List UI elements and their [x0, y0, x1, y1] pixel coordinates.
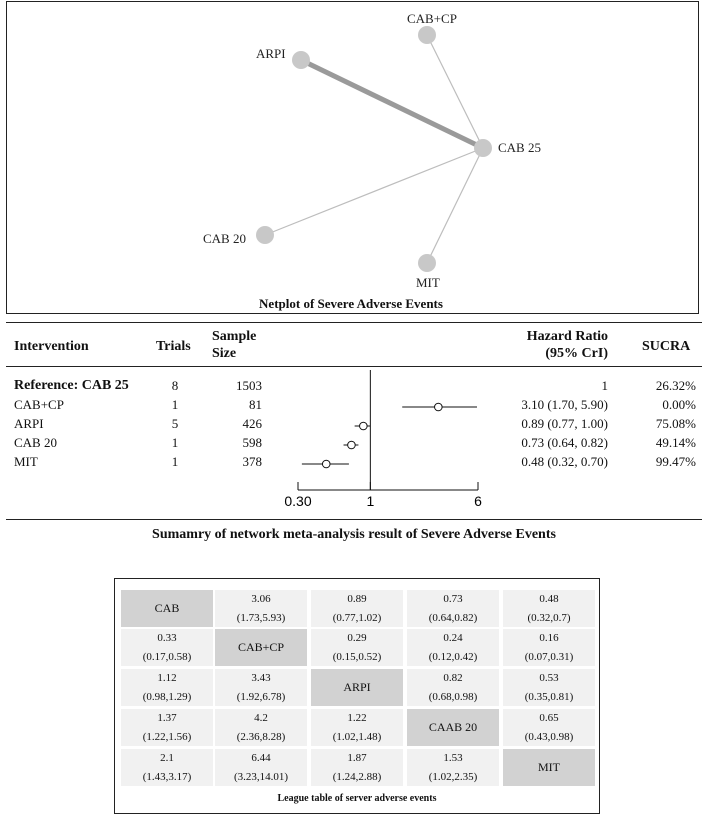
x-tick-label: 0.30: [284, 493, 312, 509]
edge-cabcp-cab25: [427, 35, 483, 148]
league-cell-interval: (1.02,2.35): [428, 771, 478, 783]
league-cell: [407, 590, 499, 627]
league-cell: [311, 749, 403, 786]
league-cell-estimate: 0.24: [443, 632, 463, 644]
league-cell: [215, 590, 307, 627]
league-cell-interval: (1.22,1.56): [142, 731, 192, 743]
row-sucra: 75.08%: [655, 416, 696, 431]
league-cell: [503, 590, 595, 627]
league-cell-interval: (1.24,2.88): [332, 771, 382, 783]
row-trials: 5: [171, 416, 179, 431]
row-trials: 1: [171, 397, 179, 412]
node-cabcp: [418, 26, 436, 44]
league-cell-estimate: 6.44: [251, 752, 271, 764]
header-ci: (95% CrI): [545, 346, 608, 361]
table-top-rule: [6, 322, 702, 323]
league-cell-interval: (0.98,1.29): [142, 691, 192, 703]
node-label-arpi: ARPI: [256, 46, 286, 61]
league-diagonal-cell: CAB+CP: [215, 629, 307, 666]
x-tick-label: 6: [474, 493, 482, 509]
row-hazard-ratio: 3.10 (1.70, 5.90): [521, 397, 608, 412]
league-cell: [407, 629, 499, 666]
league-cell-interval: (0.07,0.31): [524, 651, 574, 663]
league-cell-interval: (0.32,0.7): [527, 612, 571, 624]
league-diagonal-cell: ARPI: [311, 669, 403, 706]
header-size: Size: [212, 346, 237, 361]
row-name: MIT: [14, 454, 38, 469]
league-diagonal-cell: CAB: [121, 590, 213, 627]
row-sample-size: 81: [249, 397, 262, 412]
league-cell-estimate: 1.22: [347, 712, 367, 724]
header-sample: Sample: [212, 329, 257, 344]
node-label-cab25: CAB 25: [498, 140, 541, 155]
row-hazard-ratio: 0.89 (0.77, 1.00): [521, 416, 608, 431]
league-cell: [121, 749, 213, 786]
league-cell: [121, 629, 213, 666]
row-sucra: 26.32%: [655, 378, 696, 393]
league-cell-estimate: 0.65: [539, 712, 559, 724]
league-cell-interval: (1.43,3.17): [142, 771, 192, 783]
league-cell: [311, 709, 403, 746]
league-cell-estimate: 0.53: [539, 672, 559, 684]
row-sucra: 99.47%: [655, 454, 696, 469]
row-trials: 8: [171, 378, 179, 393]
league-cell: [215, 669, 307, 706]
node-cab25: [474, 139, 492, 157]
league-cell: [407, 749, 499, 786]
league-cell-interval: (0.43,0.98): [524, 731, 574, 743]
netplot-svg: [7, 2, 698, 313]
edge-arpi-cab25: [301, 60, 483, 148]
hr-point: [348, 441, 356, 449]
league-cell: [503, 629, 595, 666]
league-cell-estimate: 0.73: [443, 593, 463, 605]
hr-point: [360, 422, 368, 430]
league-cell-estimate: 0.48: [539, 593, 559, 605]
x-tick-label: 1: [366, 493, 375, 509]
league-caption: League table of server adverse events: [277, 793, 437, 804]
league-cell-interval: (0.12,0.42): [428, 651, 478, 663]
header-bottom-rule: [6, 366, 702, 367]
table-bottom-rule: [6, 519, 702, 520]
row-sample-size: 598: [242, 435, 262, 450]
league-cell-estimate: 0.89: [347, 593, 367, 605]
league-cell-interval: (0.15,0.52): [332, 651, 382, 663]
league-cell-interval: (2.36,8.28): [236, 731, 286, 743]
league-cell-interval: (0.68,0.98): [428, 691, 478, 703]
league-cell-interval: (0.35,0.81): [524, 691, 574, 703]
league-cell: [215, 749, 307, 786]
row-sample-size: 1503: [236, 378, 262, 393]
row-trials: 1: [171, 454, 179, 469]
league-cell-interval: (1.92,6.78): [236, 691, 286, 703]
league-cell: [311, 590, 403, 627]
league-cell: [215, 709, 307, 746]
league-cell-estimate: 1.87: [347, 752, 367, 764]
league-cell: [121, 669, 213, 706]
node-arpi: [292, 51, 310, 69]
netplot-panel: [6, 1, 699, 314]
league-cell-interval: (0.64,0.82): [428, 612, 478, 624]
row-hazard-ratio: 1: [601, 378, 608, 393]
header-trials: Trials: [156, 339, 191, 354]
row-sample-size: 378: [242, 454, 262, 469]
league-cell-estimate: 0.29: [347, 632, 367, 644]
league-cell-estimate: 1.53: [443, 752, 463, 764]
league-diagonal-cell: CAAB 20: [407, 709, 499, 746]
row-name: Reference: CAB 25: [14, 378, 129, 393]
header-intervention: Intervention: [14, 339, 89, 354]
edge-mit-cab25: [427, 148, 483, 263]
hr-point: [322, 460, 330, 468]
row-hazard-ratio: 0.48 (0.32, 0.70): [521, 454, 608, 469]
league-cell-interval: (0.17,0.58): [142, 651, 192, 663]
league-cell-interval: (0.77,1.02): [332, 612, 382, 624]
row-trials: 1: [171, 435, 179, 450]
forest-plot: [0, 368, 708, 518]
league-cell-estimate: 3.43: [251, 672, 271, 684]
league-cell-estimate: 1.37: [157, 712, 177, 724]
league-cell-estimate: 3.06: [251, 593, 271, 605]
league-diagonal-cell: MIT: [503, 749, 595, 786]
node-mit: [418, 254, 436, 272]
league-cell-interval: (3.23,14.01): [233, 771, 289, 783]
league-cell-estimate: 0.16: [539, 632, 559, 644]
league-table: [114, 578, 600, 814]
node-label-mit: MIT: [416, 275, 440, 290]
league-cell: [407, 669, 499, 706]
league-cell-interval: (1.73,5.93): [236, 612, 286, 624]
netplot-title: Netplot of Severe Adverse Events: [259, 296, 443, 311]
node-cab20: [256, 226, 274, 244]
row-name: CAB+CP: [14, 397, 64, 412]
header-sucra: SUCRA: [642, 339, 691, 354]
league-cell-estimate: 0.82: [443, 672, 463, 684]
league-cell-estimate: 2.1: [160, 752, 174, 764]
league-cell: [503, 709, 595, 746]
node-label-cab20: CAB 20: [203, 231, 246, 246]
league-cell: [121, 709, 213, 746]
summary-caption: Sumamry of network meta-analysis result of Severe Adverse Events: [152, 527, 556, 542]
row-sucra: 49.14%: [655, 435, 696, 450]
league-cell-estimate: 4.2: [254, 712, 268, 724]
league-cell: [503, 669, 595, 706]
row-name: CAB 20: [14, 435, 57, 450]
edge-cab20-cab25: [265, 148, 483, 235]
league-cell-interval: (1.02,1.48): [332, 731, 382, 743]
row-hazard-ratio: 0.73 (0.64, 0.82): [521, 435, 608, 450]
league-cell-estimate: 0.33: [157, 632, 177, 644]
row-sucra: 0.00%: [662, 397, 696, 412]
hr-point: [435, 403, 443, 411]
row-name: ARPI: [14, 416, 44, 431]
row-sample-size: 426: [242, 416, 262, 431]
league-cell: [311, 629, 403, 666]
node-label-cabcp: CAB+CP: [407, 11, 457, 26]
header-hr: Hazard Ratio: [526, 329, 608, 344]
league-cell-estimate: 1.12: [157, 672, 177, 684]
